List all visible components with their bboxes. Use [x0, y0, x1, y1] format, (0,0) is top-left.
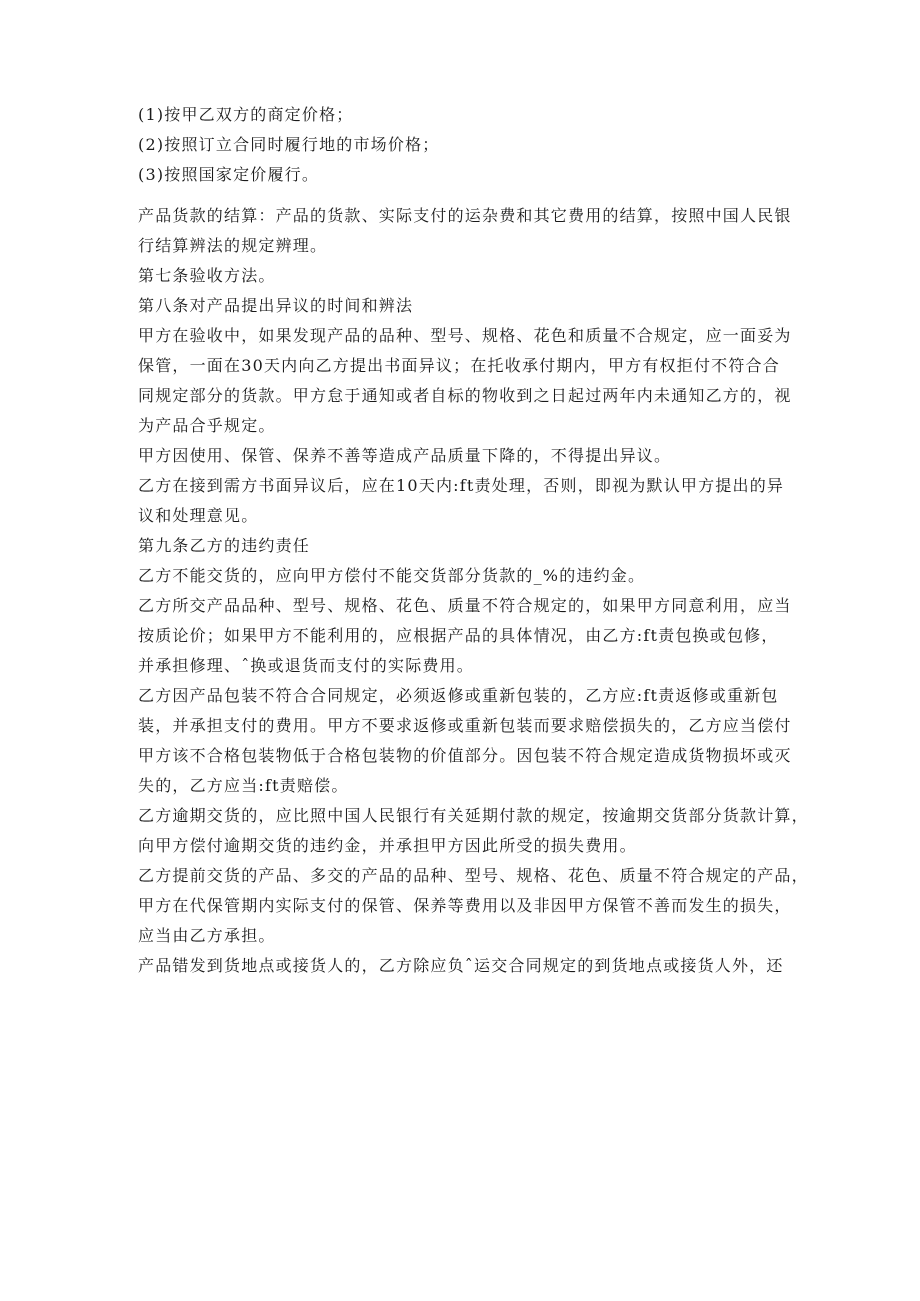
nonconforming-paragraph-line: 并承担修理、ˆ换或退货而支付的实际费用。 — [138, 656, 475, 675]
packaging-paragraph-line: 失的，乙方应当:ft责赔偿。 — [138, 776, 349, 795]
handling-paragraph-line: 议和处理意见。 — [138, 506, 259, 525]
packaging-paragraph-line: 装，并承担支付的费用。甲方不要求返修或重新包装而要求赔偿损失的，乙方应当偿付 — [138, 716, 792, 735]
article-7-heading: 第七条验收方法。 — [138, 266, 276, 285]
nonconforming-paragraph-line: 按质论价；如果甲方不能利用的，应根据产品的具体情况，由乙方:ft责包换或包修， — [138, 626, 779, 645]
objection-paragraph-line: 保管，一面在30天内向乙方提出书面异议；在托收承付期内，甲方有权拒付不符合合 — [138, 356, 780, 375]
late-delivery-paragraph-line: 乙方逾期交货的，应比照中国人民银行有关延期付款的规定，按逾期交货部分货款计算， — [138, 806, 809, 825]
settlement-paragraph-line: 行结算辨法的规定辨理。 — [138, 236, 328, 255]
misdelivery-paragraph-line: 产品错发到货地点或接货人的，乙方除应负ˆ运交合同规定的到货地点或接货人外，还 — [138, 956, 784, 975]
nonconforming-paragraph-line: 乙方所交产品品种、型号、规格、花色、质量不符合规定的，如果甲方同意利用，应当 — [138, 596, 792, 615]
price-option-3: (3)按照国家定价履行。 — [138, 165, 320, 184]
early-delivery-paragraph-line: 乙方提前交货的产品、多交的产品的品种、型号、规格、花色、质量不符合规定的产品， — [138, 866, 809, 885]
late-delivery-paragraph-line: 向甲方偿付逾期交货的违约金，并承担甲方因此所受的损失费用。 — [138, 836, 637, 855]
handling-paragraph-line: 乙方在接到需方书面异议后，应在10天内:ft责处理，否则，即视为默认甲方提出的异 — [138, 476, 785, 495]
objection-paragraph-line: 同规定部分的货款。甲方怠于通知或者自标的物收到之日起过两年内未通知乙方的，视 — [138, 386, 792, 405]
document-page — [138, 100, 809, 981]
packaging-paragraph-line: 甲方该不合格包装物低于合格包装物的价值部分。因包装不符合规定造成货物损坏或灭 — [138, 746, 792, 765]
article-8-heading: 第八条对产品提出异议的时间和辨法 — [138, 296, 414, 315]
settlement-paragraph-line: 产品货款的结算：产品的货款、实际支付的运杂费和其它费用的结算，按照中国人民银 — [138, 206, 792, 225]
non-delivery-paragraph: 乙方不能交货的，应向甲方偿付不能交货部分货款的_%的违约金。 — [138, 566, 646, 585]
quality-decline-paragraph: 甲方因使用、保管、保养不善等造成产品质量下降的，不得提出异议。 — [138, 446, 672, 465]
price-option-2: (2)按照订立合同时履行地的市场价格； — [138, 135, 440, 154]
packaging-paragraph-line: 乙方因产品包装不符合合同规定，必须返修或重新包装的，乙方应:ft责返修或重新包 — [138, 686, 779, 705]
price-option-1: (1)按甲乙双方的商定价格； — [138, 105, 354, 124]
article-9-heading: 第九条乙方的违约责任 — [138, 536, 311, 555]
early-delivery-paragraph-line: 应当由乙方承担。 — [138, 926, 276, 945]
objection-paragraph-line: 甲方在验收中，如果发现产品的品种、型号、规格、花色和质量不合规定，应一面妥为 — [138, 326, 792, 345]
objection-paragraph-line: 为产品合乎规定。 — [138, 416, 276, 435]
early-delivery-paragraph-line: 甲方在代保管期内实际支付的保管、保养等费用以及非因甲方保管不善而发生的损失， — [138, 896, 792, 915]
